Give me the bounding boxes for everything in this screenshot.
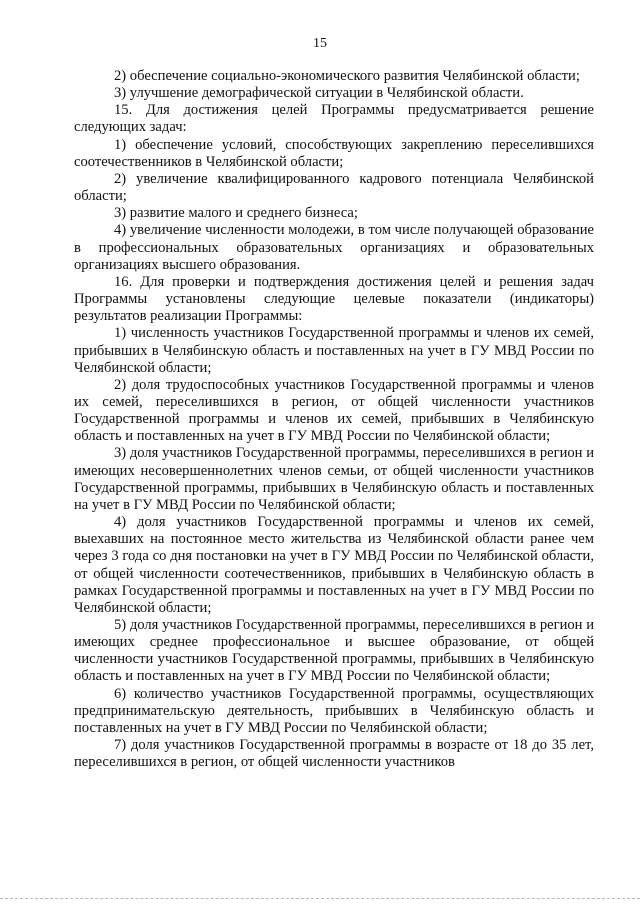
document-body (74, 68, 594, 771)
paragraph: 1) численность участников Государственной программы и членов их семей, прибывших в Челябинскую область и поставленных на учет в ГУ МВД России по Челябинской области; (74, 325, 594, 376)
paragraph: 15. Для достижения целей Программы предусматривается решение следующих задач: (74, 102, 594, 136)
paragraph: 7) доля участников Государственной программы в возрасте от 18 до 35 лет, переселившихся в регион, от общей численности участников (74, 737, 594, 771)
paragraph: 3) развитие малого и среднего бизнеса; (114, 205, 358, 222)
paragraph: 1) обеспечение условий, способствующих закреплению переселившихся соотечественников в Челябинской области; (74, 136, 594, 170)
paragraph: 2) увеличение квалифицированного кадрового потенциала Челябинской области; (74, 170, 594, 205)
paragraph: 2) обеспечение социально-экономического развития Челябинской области; (114, 68, 580, 84)
paragraph: 16. Для проверки и подтверждения достижения целей и решения задач Программы установлены следующие целевые показатели (индикаторы) результатов реализации Программы: (74, 273, 594, 325)
paragraph: 4) доля участников Государственной программы и членов их семей, выехавших на постоянное место жительства из Челябинской области ранее чем через 3 года со дня постановки на учет в ГУ МВД России по Челябинской области, от общей численности соотечественников, прибывших в Челябинскую область в рамках Государственной программы и поставленных на учет в ГУ МВД России по Челябинской области; (74, 514, 594, 616)
page-bottom-divider (0, 898, 640, 899)
paragraph: 5) доля участников Государственной программы, переселившихся в регион и имеющих среднее профессиональное и высшее образование, от общей численности участников Государственной программы, прибывших в Челябинскую область и поставленных на учет в ГУ МВД России по Челябинской области; (74, 617, 594, 685)
paragraph: 3) улучшение демографической ситуации в Челябинской области. (114, 85, 524, 102)
paragraph: 4) увеличение численности молодежи, в том числе получающей образование в профессиональных образовательных организациях и образовательных организациях высшего образования. (74, 222, 594, 273)
paragraph: 6) количество участников Государственной программы, осуществляющих предпринимательскую деятельность, прибывших в Челябинскую область и поставленных на учет в ГУ МВД России по Челябинской области; (74, 685, 594, 736)
paragraph: 2) доля трудоспособных участников Государственной программы и членов их семей, переселившихся в регион, от общей численности участников Государственной программы и членов их семей, прибывших в Челябинскую область и поставленных на учет в ГУ МВД России по Челябинской области; (74, 376, 594, 445)
page-number: 15 (313, 36, 327, 51)
paragraph: 3) доля участников Государственной программы, переселившихся в регион и имеющих несовершеннолетних членов семьи, от общей численности участников Государственной программы, прибывших в Челябинскую область и поставленных на учет в ГУ МВД России по Челябинской области; (74, 445, 594, 513)
